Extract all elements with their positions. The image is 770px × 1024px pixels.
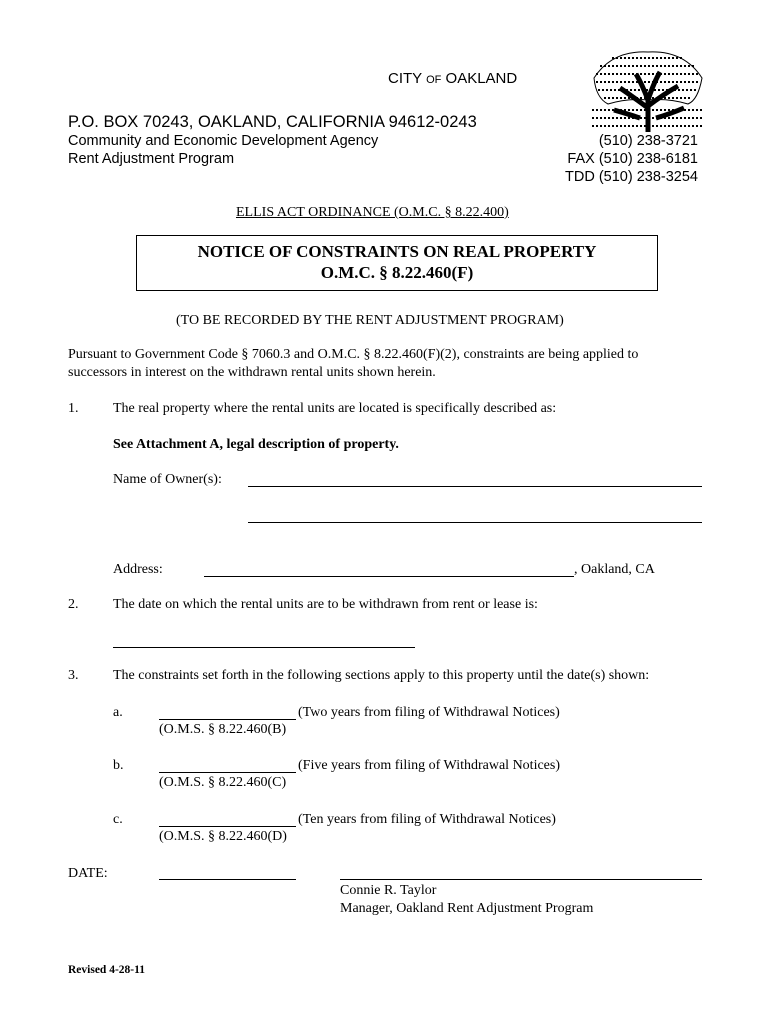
address-label: Address: xyxy=(113,562,163,577)
signature-date-field[interactable] xyxy=(159,879,296,880)
item3c-date-field[interactable] xyxy=(159,826,296,827)
attachment-note: See Attachment A, legal description of property. xyxy=(113,437,399,452)
intro-line-2: successors in interest on the withdrawn rental units shown herein. xyxy=(68,365,436,380)
item3b-text: (Five years from filing of Withdrawal Notices) xyxy=(298,758,560,773)
signatory-title: Manager, Oakland Rent Adjustment Program xyxy=(340,901,594,916)
address-suffix: , Oakland, CA xyxy=(574,562,655,577)
tdd-number: TDD (510) 238-3254 xyxy=(565,169,698,185)
item3a-label: a. xyxy=(113,705,123,720)
item3c-label: c. xyxy=(113,812,123,827)
signatory-name: Connie R. Taylor xyxy=(340,883,437,898)
notice-subtitle: O.M.C. § 8.22.460(F) xyxy=(320,263,474,282)
address-field[interactable] xyxy=(204,576,574,577)
item3-number: 3. xyxy=(68,668,79,683)
owner-name-field-2[interactable] xyxy=(248,522,702,523)
item2-number: 2. xyxy=(68,597,79,612)
item3b-label: b. xyxy=(113,758,124,773)
item1-number: 1. xyxy=(68,401,79,416)
city-header xyxy=(388,70,517,87)
item3a-reference: (O.M.S. § 8.22.460(B) xyxy=(159,722,287,737)
phone-number: (510) 238-3721 xyxy=(598,133,698,149)
item3b-date-field[interactable] xyxy=(159,772,296,773)
owner-label: Name of Owner(s): xyxy=(113,472,222,487)
item2-text: The date on which the rental units are to be withdrawn from rent or lease is: xyxy=(113,597,538,612)
oak-tree-logo-icon xyxy=(592,48,704,132)
city-word: CITY xyxy=(388,70,422,87)
item3a-date-field[interactable] xyxy=(159,719,296,720)
item3a-text: (Two years from filing of Withdrawal Notices) xyxy=(298,705,560,720)
fax-number: FAX (510) 238-6181 xyxy=(567,151,698,167)
city-of-word: OF xyxy=(426,74,442,86)
intro-line-1: Pursuant to Government Code § 7060.3 and O.M.C. § 8.22.460(F)(2), constraints are being applied to xyxy=(68,347,639,362)
item3c-text: (Ten years from filing of Withdrawal Notices) xyxy=(298,812,556,827)
notice-title: NOTICE OF CONSTRAINTS ON REAL PROPERTY xyxy=(197,242,597,261)
item3b-reference: (O.M.S. § 8.22.460(C) xyxy=(159,775,287,790)
recorded-note: (TO BE RECORDED BY THE RENT ADJUSTMENT PROGRAM) xyxy=(176,313,564,328)
title-box xyxy=(136,235,658,291)
date-label: DATE: xyxy=(68,866,108,881)
item3c-reference: (O.M.S. § 8.22.460(D) xyxy=(159,829,287,844)
city-name: OAKLAND xyxy=(445,70,518,87)
ordinance-heading: ELLIS ACT ORDINANCE (O.M.C. § 8.22.400) xyxy=(236,205,509,220)
mailing-address: P.O. BOX 70243, OAKLAND, CALIFORNIA 94612-0243 xyxy=(68,113,477,131)
signature-field[interactable] xyxy=(340,879,702,880)
agency-name: Community and Economic Development Agency xyxy=(68,133,379,149)
program-name: Rent Adjustment Program xyxy=(68,151,235,167)
withdrawal-date-field[interactable] xyxy=(113,647,415,648)
owner-name-field-1[interactable] xyxy=(248,486,702,487)
item1-text: The real property where the rental units are located is specifically described as: xyxy=(113,401,557,416)
item3-text: The constraints set forth in the following sections apply to this property until the date(s) shown: xyxy=(113,668,650,683)
revision-date: Revised 4-28-11 xyxy=(68,964,145,976)
